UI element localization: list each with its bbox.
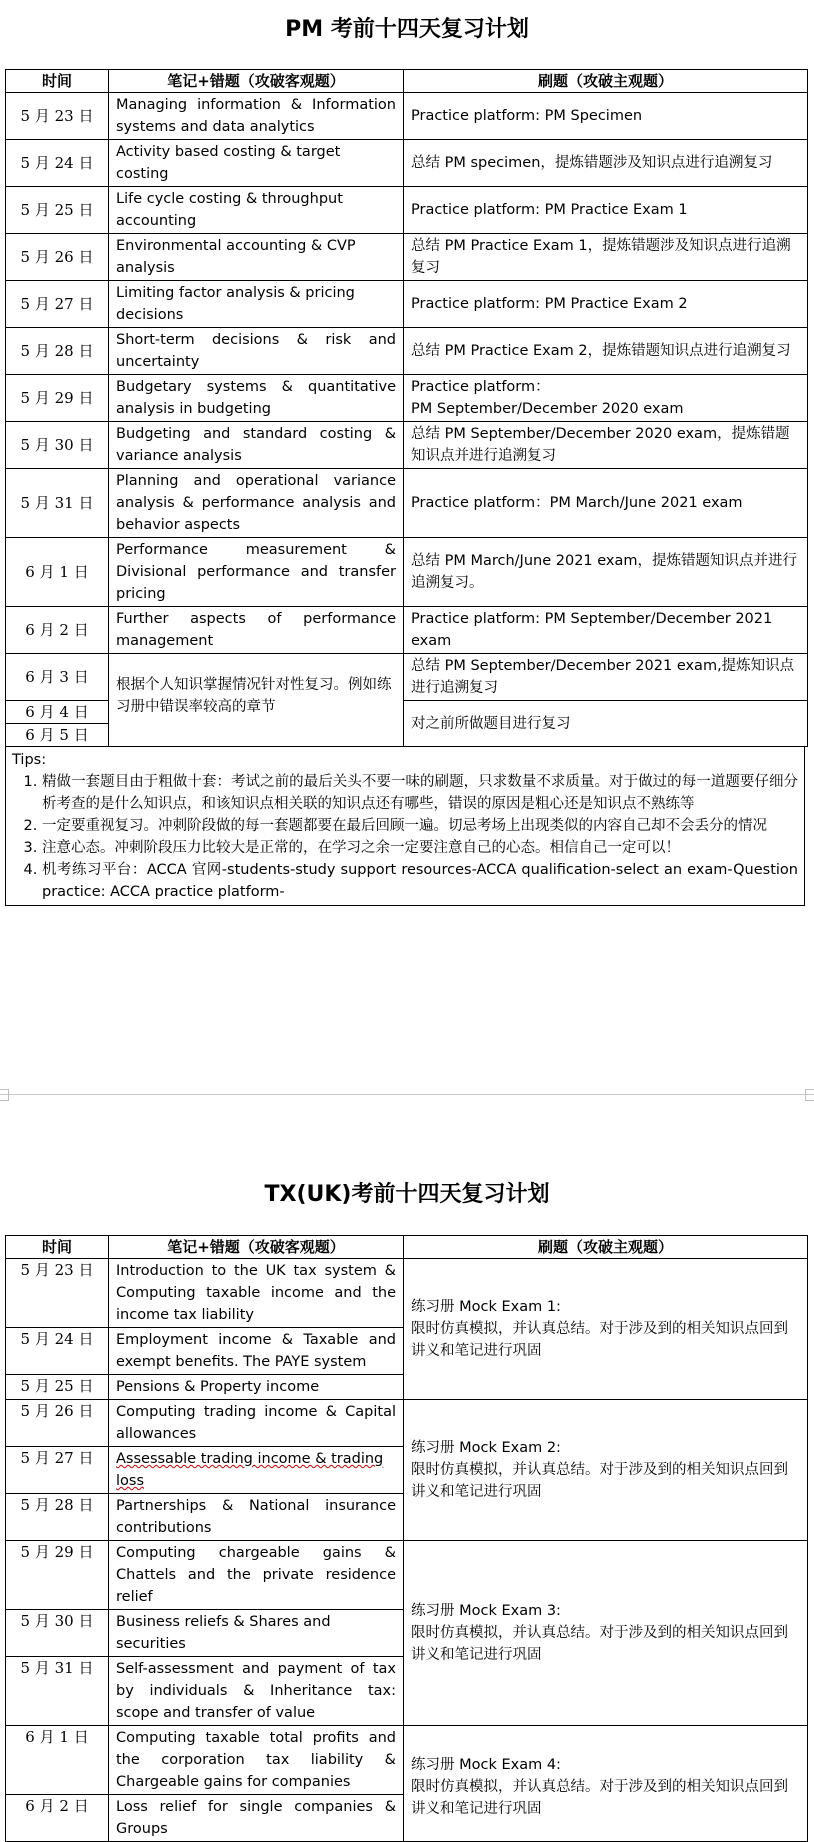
date-cell: 5 月 24 日	[6, 1328, 109, 1375]
notes-text: Assessable trading income & trading loss	[116, 1451, 384, 1489]
date-cell: 5 月 28 日	[6, 1494, 109, 1541]
date-cell: 6 月 3 日	[6, 654, 109, 701]
practice-cell: 总结 PM specimen，提炼错题涉及知识点进行追溯复习	[404, 140, 808, 187]
date-cell: 5 月 25 日	[6, 187, 109, 234]
date-cell: 5 月 31 日	[6, 1657, 109, 1726]
mock-cell	[404, 1541, 808, 1726]
notes-cell: Managing information & Information systems and data analytics	[109, 93, 404, 140]
tip-item: 1. 精做一套题目由于粗做十套：考试之前的最后关头不要一味的刷题，只求数量不求质量。对于做过的每一道题要仔细分析考查的是什么知识点，和该知识点相关联的知识点还有哪些，错误的原因是粗心还是知识点不熟练等	[42, 771, 798, 815]
date-cell: 5 月 23 日	[6, 93, 109, 140]
notes-cell: Partnerships & National insurance contributions	[109, 1494, 404, 1541]
practice-cell: Practice platform: PM Specimen	[404, 93, 808, 140]
notes-cell: Performance measurement & Divisional performance and transfer pricing	[109, 538, 404, 607]
header-notes: 笔记+错题（攻破客观题）	[109, 1236, 404, 1259]
date-cell: 5 月 27 日	[6, 281, 109, 328]
table-row	[6, 1541, 808, 1610]
tip-item: 4. 机考练习平台：ACCA 官网-students-study support resources-ACCA qualification-select an exam-Question practice: ACCA practice platform-	[42, 859, 798, 903]
table-row	[6, 1259, 808, 1328]
date-cell: 6 月 4 日	[6, 701, 109, 724]
mock-cell	[404, 1726, 808, 1842]
practice-cell: 总结 PM September/December 2021 exam,提炼知识点进行追溯复习	[404, 654, 808, 701]
date-cell: 5 月 29 日	[6, 1541, 109, 1610]
notes-cell: Pensions & Property income	[109, 1375, 404, 1400]
mock-name: 练习册 Mock Exam 2:	[411, 1440, 561, 1456]
tips-section	[5, 747, 805, 906]
table-row	[6, 654, 808, 701]
practice-cell: Practice platform: PM Practice Exam 1	[404, 187, 808, 234]
date-cell: 6 月 2 日	[6, 607, 109, 654]
table-row	[6, 234, 808, 281]
notes-cell: Environmental accounting & CVP analysis	[109, 234, 404, 281]
mock-desc: 限时仿真模拟，并认真总结。对于涉及到的相关知识点回到讲义和笔记进行巩固	[411, 1462, 788, 1500]
date-cell: 5 月 30 日	[6, 422, 109, 469]
header-notes: 笔记+错题（攻破客观题）	[109, 70, 404, 93]
table-header-row	[6, 70, 808, 93]
notes-cell: Further aspects of performance management	[109, 607, 404, 654]
tx-plan-table	[5, 1235, 808, 1842]
notes-cell: Loss relief for single companies & Groups	[109, 1795, 404, 1842]
date-cell: 6 月 5 日	[6, 724, 109, 747]
tip-item: 2. 一定要重视复习。冲刺阶段做的每一套题都要在最后回顾一遍。切忌考场上出现类似的内容自己却不会丢分的情况	[42, 815, 798, 837]
notes-cell: Computing trading income & Capital allowances	[109, 1400, 404, 1447]
notes-cell: Self-assessment and payment of tax by individuals & Inheritance tax: scope and transfer of value	[109, 1657, 404, 1726]
table-header-row	[6, 1236, 808, 1259]
header-date: 时间	[6, 1236, 109, 1259]
practice-cell: 总结 PM Practice Exam 2，提炼错题知识点进行追溯复习	[404, 328, 808, 375]
mock-name: 练习册 Mock Exam 3:	[411, 1603, 561, 1619]
date-cell: 6 月 2 日	[6, 1795, 109, 1842]
practice-cell	[404, 375, 808, 422]
tx-plan-title: TX(UK)考前十四天复习计划	[264, 1182, 550, 1207]
date-cell: 5 月 25 日	[6, 1375, 109, 1400]
notes-cell: Budgetary systems & quantitative analysis in budgeting	[109, 375, 404, 422]
page-corner-right	[805, 1089, 814, 1101]
header-practice: 刷题（攻破主观题）	[404, 70, 808, 93]
notes-cell: Business reliefs & Shares and securities	[109, 1610, 404, 1657]
pm-plan-table	[5, 69, 808, 747]
page-break-line	[0, 1094, 814, 1095]
tips-label: Tips:	[12, 752, 47, 768]
date-cell: 5 月 23 日	[6, 1259, 109, 1328]
mock-name: 练习册 Mock Exam 1:	[411, 1299, 561, 1315]
practice-cell: Practice platform：PM March/June 2021 exam	[404, 469, 808, 538]
notes-cell	[109, 1447, 404, 1494]
header-practice: 刷题（攻破主观题）	[404, 1236, 808, 1259]
date-cell: 6 月 1 日	[6, 1726, 109, 1795]
date-cell: 5 月 27 日	[6, 1447, 109, 1494]
date-cell: 5 月 24 日	[6, 140, 109, 187]
notes-cell: Limiting factor analysis & pricing decisions	[109, 281, 404, 328]
date-cell: 5 月 31 日	[6, 469, 109, 538]
notes-cell: Life cycle costing & throughput accounting	[109, 187, 404, 234]
practice-cell: Practice platform: PM Practice Exam 2	[404, 281, 808, 328]
notes-cell: Short-term decisions & risk and uncertainty	[109, 328, 404, 375]
date-cell: 5 月 28 日	[6, 328, 109, 375]
notes-cell: Planning and operational variance analysis & performance analysis and behavior aspects	[109, 469, 404, 538]
notes-cell: Activity based costing & target costing	[109, 140, 404, 187]
practice-cell: Practice platform: PM September/December 2021 exam	[404, 607, 808, 654]
tip-item: 3. 注意心态。冲刺阶段压力比较大是正常的，在学习之余一定要注意自己的心态。相信自己一定可以！	[42, 837, 798, 859]
header-date: 时间	[6, 70, 109, 93]
notes-cell: Employment income & Taxable and exempt benefits. The PAYE system	[109, 1328, 404, 1375]
table-row	[6, 1400, 808, 1447]
pm-plan-title: PM 考前十四天复习计划	[285, 17, 529, 42]
mock-desc: 限时仿真模拟，并认真总结。对于涉及到的相关知识点回到讲义和笔记进行巩固	[411, 1321, 788, 1359]
table-row	[6, 93, 808, 140]
table-row	[6, 469, 808, 538]
notes-cell: Computing taxable total profits and the corporation tax liability & Chargeable gains for companies	[109, 1726, 404, 1795]
practice-cell: 总结 PM Practice Exam 1，提炼错题涉及知识点进行追溯复习	[404, 234, 808, 281]
practice-line: Practice platform：	[411, 379, 550, 395]
mock-cell	[404, 1400, 808, 1541]
table-row	[6, 281, 808, 328]
practice-line: PM September/December 2020 exam	[411, 401, 684, 417]
table-row	[6, 1726, 808, 1795]
mock-desc: 限时仿真模拟，并认真总结。对于涉及到的相关知识点回到讲义和笔记进行巩固	[411, 1625, 788, 1663]
notes-cell: Introduction to the UK tax system & Computing taxable income and the income tax liability	[109, 1259, 404, 1328]
date-cell: 5 月 29 日	[6, 375, 109, 422]
table-row	[6, 607, 808, 654]
table-row	[6, 328, 808, 375]
table-row	[6, 422, 808, 469]
mock-desc: 限时仿真模拟，并认真总结。对于涉及到的相关知识点回到讲义和笔记进行巩固	[411, 1779, 788, 1817]
table-row	[6, 140, 808, 187]
notes-cell: Computing chargeable gains & Chattels and the private residence relief	[109, 1541, 404, 1610]
table-row	[6, 187, 808, 234]
date-cell: 6 月 1 日	[6, 538, 109, 607]
date-cell: 5 月 26 日	[6, 234, 109, 281]
page-corner-left	[0, 1089, 9, 1101]
practice-cell: 总结 PM March/June 2021 exam，提炼错题知识点并进行追溯复习。	[404, 538, 808, 607]
mock-cell	[404, 1259, 808, 1400]
notes-text: 根据个人知识掌握情况针对性复习。例如练习册中错误率较高的章节	[116, 677, 392, 715]
practice-cell-merged: 对之前所做题目进行复习	[404, 701, 808, 747]
table-row	[6, 538, 808, 607]
notes-cell: Budgeting and standard costing & variance analysis	[109, 422, 404, 469]
date-cell: 5 月 26 日	[6, 1400, 109, 1447]
notes-cell-merged	[109, 654, 404, 747]
practice-cell: 总结 PM September/December 2020 exam，提炼错题知识点并进行追溯复习	[404, 422, 808, 469]
table-row	[6, 375, 808, 422]
mock-name: 练习册 Mock Exam 4:	[411, 1757, 561, 1773]
date-cell: 5 月 30 日	[6, 1610, 109, 1657]
tips-list	[12, 771, 798, 903]
